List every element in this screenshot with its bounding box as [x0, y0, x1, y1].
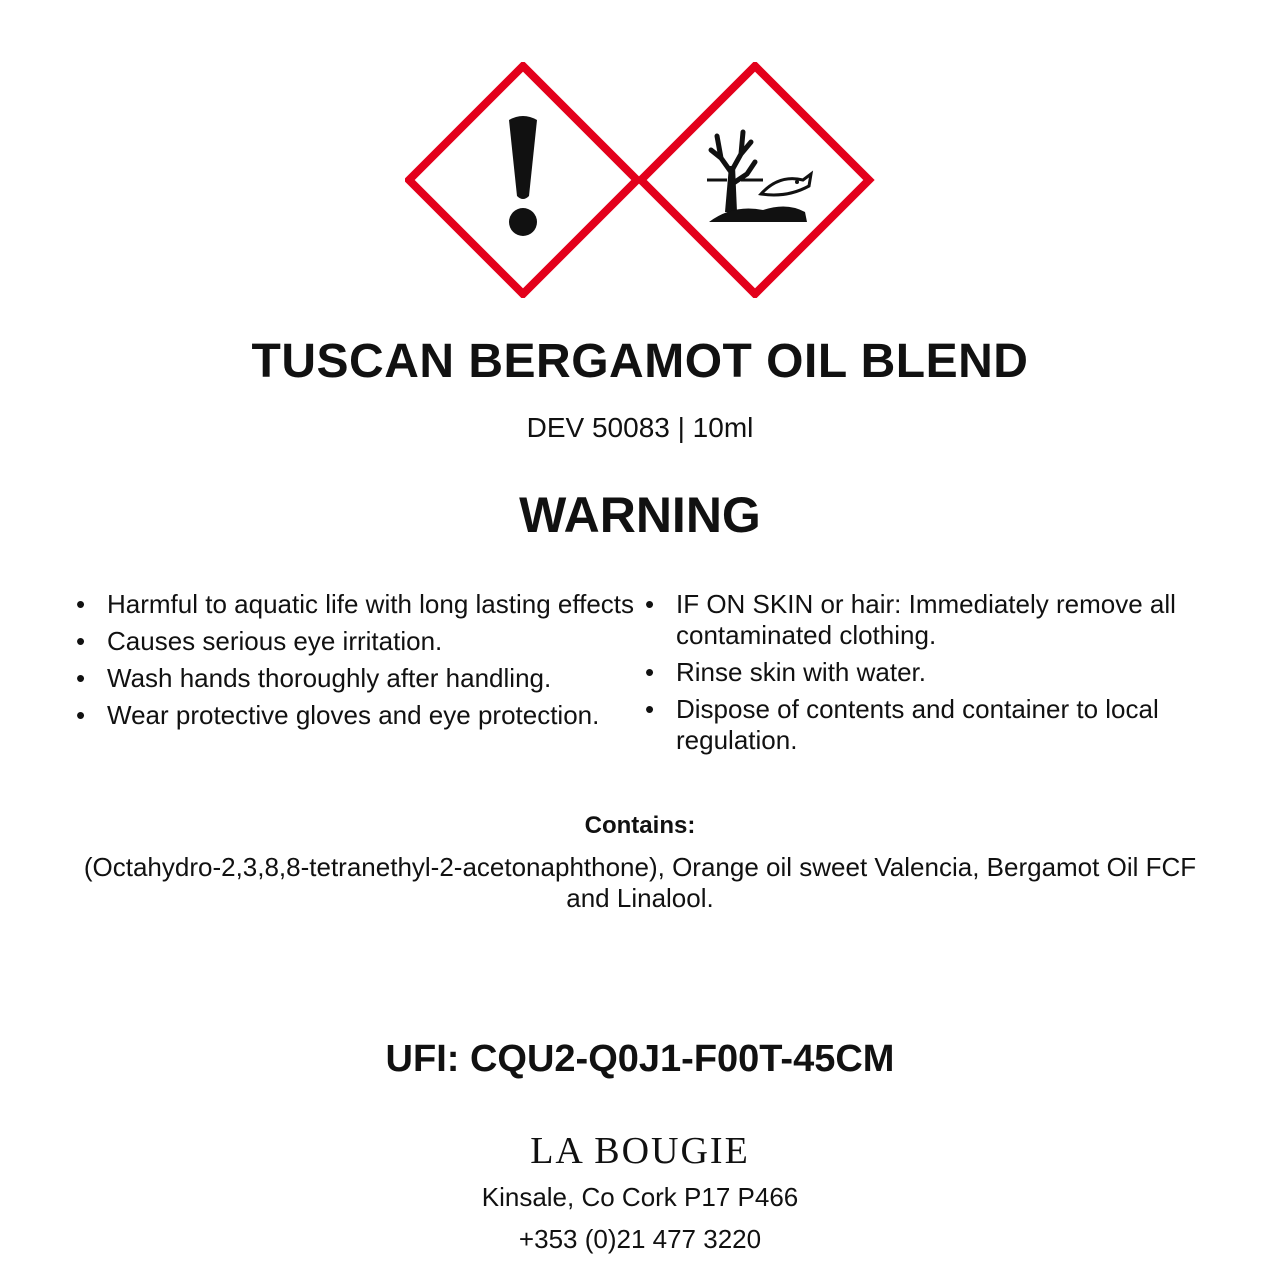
statement-item — [76, 663, 636, 694]
statement-text: Wash hands thoroughly after handling. — [107, 663, 552, 693]
contains-text: (Octahydro-2,3,8,8-tetranethyl-2-acetonaphthone), Orange oil sweet Valencia, Bergamot Oil FCF and Linalool. — [83, 852, 1197, 913]
ufi-code: UFI: CQU2-Q0J1-F00T-45CM — [385, 1038, 895, 1080]
statement-item — [76, 700, 636, 731]
bullet-icon: • — [76, 700, 86, 730]
bullet-icon: • — [76, 589, 86, 619]
environment-hazard-icon — [641, 66, 869, 294]
statement-text: IF ON SKIN or hair: Immediately remove all contaminated clothing. — [676, 589, 1176, 650]
contains-label: Contains: — [584, 812, 696, 839]
statement-item — [76, 626, 636, 657]
company-phone: +353 (0)21 477 3220 — [518, 1224, 762, 1254]
statement-item — [645, 589, 1215, 651]
statement-item — [645, 694, 1215, 756]
statement-text: Harmful to aquatic life with long lasting effects — [107, 589, 635, 619]
bullet-icon: • — [645, 589, 655, 619]
company-logo: LA BOUGIE — [530, 1130, 750, 1172]
bullet-icon: • — [76, 626, 86, 656]
statement-text: Dispose of contents and container to local regulation. — [676, 694, 1159, 755]
signal-word: WARNING — [519, 487, 761, 543]
hazard-statements-right — [645, 589, 1215, 762]
statement-text: Wear protective gloves and eye protection. — [107, 700, 600, 730]
statement-text: Rinse skin with water. — [676, 657, 926, 687]
bullet-icon: • — [76, 663, 86, 693]
hazard-statements-left — [76, 589, 636, 737]
statement-item — [645, 657, 1215, 688]
product-subtitle: DEV 50083 | 10ml — [526, 412, 754, 443]
bullet-icon: • — [645, 694, 655, 724]
hazard-pictograms — [405, 62, 875, 298]
company-address: Kinsale, Co Cork P17 P466 — [481, 1182, 799, 1212]
bullet-icon: • — [645, 657, 655, 687]
statement-text: Causes serious eye irritation. — [107, 626, 443, 656]
statement-item — [76, 589, 636, 620]
product-title: TUSCAN BERGAMOT OIL BLEND — [251, 335, 1029, 388]
exclamation-mark-icon — [409, 66, 637, 294]
